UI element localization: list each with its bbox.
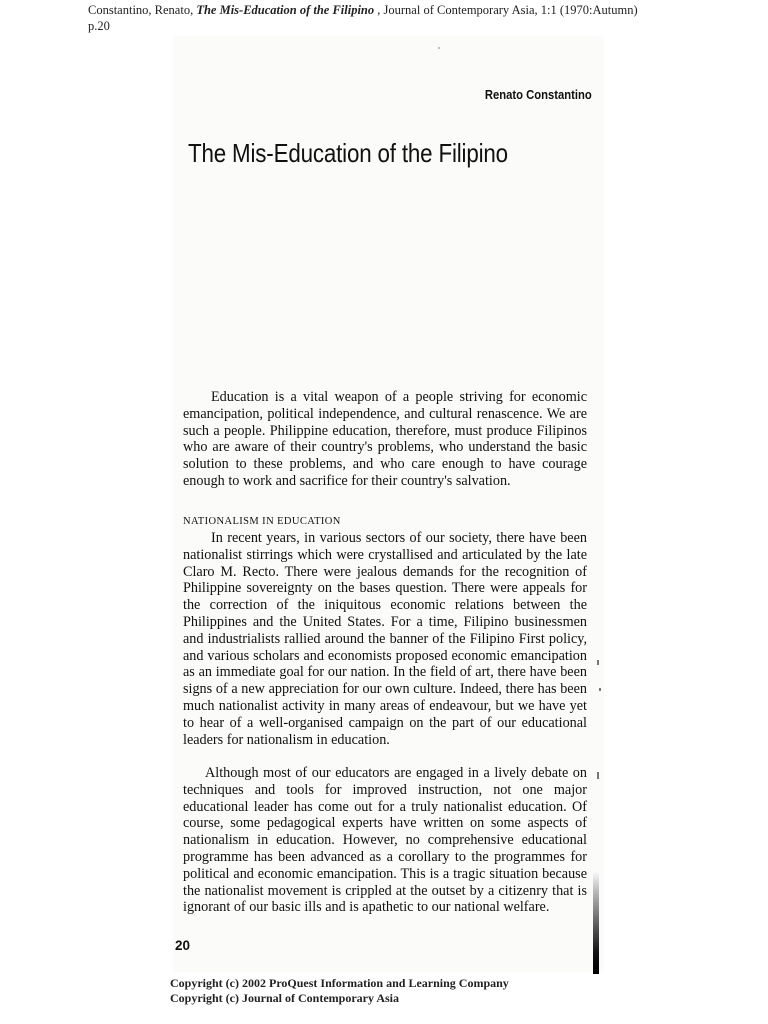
citation-prefix: Constantino, Renato, (88, 3, 197, 17)
citation-article-title: The Mis-Education of the Filipino (196, 3, 375, 17)
scan-speck (597, 772, 599, 779)
copyright-line-2: Copyright (c) Journal of Contemporary Asia (170, 991, 399, 1005)
body-paragraph-3: Although most of our educators are engaged in a lively debate on techniques and tools for improved instruction, not one major educational leader has come out for a truly nationalist education. Of course, some pedagogical experts have written on some aspects of nationalism in education. However, no comprehensive educational programme has been advanced as a corollary to the programmes for political and economic emancipation. This is a tragic situation because the nationalist movement is crippled at the outset by a citizenry that is ignorant of our basic ills and is apathetic to our national welfare. (183, 765, 587, 916)
page-number: 20 (175, 938, 191, 953)
scan-speck (438, 47, 440, 49)
scan-speck (597, 660, 599, 665)
section-heading: NATIONALISM IN EDUCATION (183, 516, 341, 527)
author-name: Renato Constantino (485, 88, 592, 102)
paper-title: The Mis-Education of the Filipino (188, 138, 508, 168)
citation-header (88, 2, 648, 34)
scan-speck (599, 688, 601, 691)
scan-edge-shadow (593, 870, 599, 974)
citation-suffix: , Journal of Contemporary Asia, 1:1 (1970:Autumn) p.20 (88, 3, 638, 33)
copyright-line-1: Copyright (c) 2002 ProQuest Information and Learning Company (170, 976, 509, 990)
intro-paragraph: Education is a vital weapon of a people striving for economic emancipation, political independence, and cultural renascence. We are such a people. Philippine education, therefore, must produce Filipinos who are aware of their country's problems, who understand the basic solution to these problems, and who care enough to have courage enough to work and sacrifice for their country's salvation. (183, 389, 587, 489)
body-paragraph-2: In recent years, in various sectors of our society, there have been nationalist stirrings which were crystallised and articulated by the late Claro M. Recto. There were jealous demands for the recognition of Philippine sovereignty on the bases question. There were appeals for the correction of the iniquitous economic relations between the Philippines and the United States. For a time, Filipino businessmen and industrialists rallied around the banner of the Filipino First policy, and various scholars and economists proposed economic emancipation as an immediate goal for our nation. In the field of art, there have been signs of a new appreciation for our own culture. Indeed, there has been much nationalist activity in many areas of endeavour, but we have yet to hear of a well-organised campaign on the part of our educational leaders for nationalism in education. (183, 530, 587, 748)
